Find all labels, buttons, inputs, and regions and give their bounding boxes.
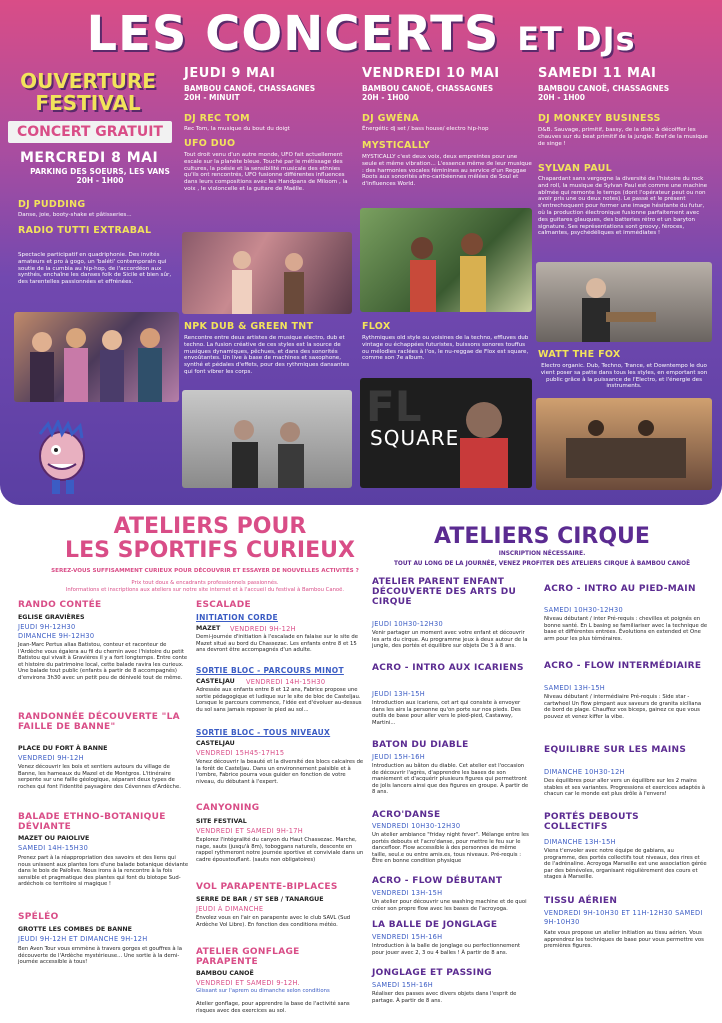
act-name: WATT THE FOX	[538, 349, 621, 360]
sport-intro: SEREZ-VOUS SUFFISAMMENT CURIEUX POUR DÉCOUVRIR ET ESSAYER DE NOUVELLES ACTIVITÉS ?	[51, 568, 359, 574]
workshop-hours: JEUDI 10H30-12H30	[372, 620, 444, 628]
wed-hours: 20H - 1H00	[76, 176, 124, 185]
act-name: DJ MONKEY BUSINESS	[538, 113, 661, 124]
workshop-desc: Demi-journée d'initiation à l'escalade en falaise sur le site de Mazet situé au bord du Chassezac. Les enfants entre 8 et 15 ans devront être accompagnés d'un adulte.	[196, 634, 358, 653]
opening-line2: FESTIVAL	[35, 91, 141, 115]
workshop-hours: VENDREDI 10H30-12H30	[372, 822, 461, 830]
workshop-hours: SAMEDI 15H-16H	[372, 981, 434, 989]
photo-flox	[360, 378, 532, 488]
fri-hours: 20H - 1H00	[362, 93, 409, 102]
cirque-sub1: INSCRIPTION NÉCESSAIRE.	[498, 551, 586, 557]
photo-radio-tutti	[14, 312, 179, 402]
workshop-hours: SAMEDI 14H-15H30	[18, 844, 89, 852]
sat-hours: 20H - 1H00	[538, 93, 585, 102]
photo-npk-dub	[182, 390, 352, 488]
workshop-hours: JEUDI 9H-12H30	[18, 623, 76, 631]
workshop-desc: Envolez vous en l'air en parapente avec le club SAVL (Sud Ardèche Vol Libre). En fonction des conditions météo.	[196, 915, 351, 928]
workshop-place: PLACE DU FORT À BANNE	[18, 745, 108, 752]
workshop-title: EQUILIBRE SUR LES MAINS	[544, 745, 687, 755]
workshop-desc: Introduction à la balle de jonglage ou perfectionnement pour jouer avec 2, 3 ou 4 balles ! À partir de 8 ans.	[372, 943, 521, 956]
act-desc: Spectacle participatif en quadriphonie. Des invités amateurs et pro à gogo, un 'baléti' contemporain qui soutie de la cumbia au hip-hop, de l'accordéon aux synthés, enchaîne les danses folk de Sicile et bien sûr, des tarentelles passionnées et effrénées.	[18, 252, 172, 286]
workshop-title: BALADE ETHNO-BOTANIQUE DÉVIANTE	[18, 812, 166, 832]
workshop-hours: JEUDI À DIMANCHE	[196, 905, 264, 913]
workshop-desc: Venez découvrir les bois et sentiers autours du village de Banne, les hameaux du Mazel et de Montgros. L'itinéraire serpente sur une faille géologique, séparant deux types de roches qui font l'identité paysagère des Cévennes d'Ardèche.	[18, 764, 181, 790]
workshop-hours: DIMANCHE 9H-12H30	[18, 632, 95, 640]
sport-title	[60, 515, 360, 563]
free-badge: CONCERT GRATUIT	[8, 121, 172, 143]
act-name: MYSTICALLY	[362, 140, 431, 151]
workshop-title: PORTÉS DEBOUTS COLLECTIFS	[544, 812, 639, 832]
workshop-hours: JEUDI 13H-15H	[372, 690, 426, 698]
album-letters: FL	[366, 382, 422, 431]
act-name: FLOX	[362, 321, 391, 332]
workshop-hours: VENDREDI 9H-12H	[18, 754, 84, 762]
photo-ufo-duo	[182, 232, 352, 314]
workshop-desc: Atelier gonflage, pour apprendre la base de l'activité sans risques avec des exercices au sol.	[196, 1001, 350, 1014]
workshop-place: GROTTE LES COMBES DE BANNE	[18, 926, 132, 933]
workshop-desc: Introduction au bâton du diable. Cet atelier est l'occasion de découvrir l'agrès, d'apprendre les bases de son maniement et d'acquérir plusieurs figures qui permettront de jolis lancers ainsi que des figures en groupe. À partir de 8 ans.	[372, 763, 529, 795]
workshop-title: ACRO - INTRO AUX ICARIENS	[372, 663, 524, 673]
workshop-title: RANDONNÉE DÉCOUVERTE "LA FAILLE DE BANNE"	[18, 712, 180, 732]
workshop-desc: Explorez l'intégralité du canyon du Haut Chassezac. Marche, nage, sauts (jusqu'à 8m), toboggans naturels, descente en rappel rythmeront notre journée sportive et conviviale dans un cadre époustouflant. (sauts non obligatoires)	[196, 837, 364, 863]
workshop-hours: SAMEDI 10H30-12H30	[544, 606, 624, 614]
workshop-desc: Venir partager un moment avec votre enfant et découvrir les arts du cirque. Au programme jeux à deux autour de la jungle, des portés et équilibre sur objets De 3 à 8 ans.	[372, 630, 528, 649]
act-name: UFO DUO	[184, 138, 236, 149]
workshop-hours: VENDREDI ET SAMEDI 9-12H.	[196, 979, 301, 987]
workshop-desc: Ben Aven Tour vous emmène à travers gorges et gouffres à la découverte de l'Ardèche mystérieuse... Une sortie à la demi-journée accessible à tous!	[18, 946, 183, 965]
album-word: SQUARE	[370, 426, 460, 450]
act-desc: Electro organic. Dub, Techno, Trance, et Downtempo le duo vient poser sa patte dans tous les styles, en emportant son public grâce à la puissance de l'Electro, et l'énergie des instruments.	[540, 363, 708, 390]
workshop-desc: Introduction aux icariens, cet art qui consiste à envoyer dans les airs la personne qu'on porte sur nos pieds. Des outils de base pour aller vers le pied-pied, Castaway, Martini...	[372, 700, 521, 726]
act-name: SYLVAN PAUL	[538, 163, 613, 174]
sport-note1: Prix tout doux & encadrants professionnels passionnés.	[131, 580, 279, 586]
title-small: ET DJs	[517, 20, 636, 58]
cirque-title: ATELIERS CIRQUE	[434, 524, 650, 549]
workshop-place: EGLISE GRAVIÈRES	[18, 614, 85, 621]
act-desc: Rec Tom, la musique du bout du doigt	[184, 126, 290, 132]
workshop-title: CANYONING	[196, 803, 260, 813]
mascot-illustration	[26, 420, 98, 496]
workshop-title: ACRO'DANSE	[372, 810, 441, 820]
workshop-title: ATELIER PARENT ENFANT DÉCOUVERTE DES ARTS DU CIRQUE	[372, 577, 517, 607]
workshop-desc: Des équilibres pour aller vers un équilibre sur les 2 mains stables et ses variantes. Progressions et exercices adaptés à chacun car le monde est plus drôle à l'envers!	[544, 778, 706, 797]
workshop-hours: DIMANCHE 10H30-12H	[544, 768, 625, 776]
workshop-hours: JEUDI 15H-16H	[372, 753, 426, 761]
thu-place: BAMBOU CANOË, CHASSAGNES	[184, 84, 316, 93]
workshop-title: VOL PARAPENTE-BIPLACES	[196, 882, 338, 892]
act-name: DJ REC TOM	[184, 113, 250, 124]
workshop-place: SERRE DE BAR / ST SEB / TANARGUE	[196, 896, 324, 903]
workshop-desc: Un atelier pour découvrir une washing machine et de quoi créer son propre flow avec les bases de l'acroyoga.	[372, 899, 527, 912]
workshop-desc: Jean-Marc Pertus alias Batistou, conteur et raconteur de l'Ardèche vous égaiera au fil du chemin avec l'histoire du petit Batistou qui vivait à Gravières il y a fort longtemps. Entre conte et histoire du patrimoine local, cette balade ravira les curieux. Une balade tout public (enfants à partir de 8 accompagnés) d'environs 3h30 avec un petit peu de dénivelé tout de même.	[18, 642, 188, 681]
workshop-title: ATELIER GONFLAGE PARAPENTE	[196, 947, 300, 967]
opening-line1: OUVERTURE	[20, 69, 156, 93]
act-desc: Rencontre entre deux artistes de musique electro, dub et techno. La fusion créative de ces styles est la source de musiques dynamiques, pêchues, et dans des sonorités envoûtantes. Un live à base de machines et saxophone, synthé et pédales d'effets, pour des rythmiques dansantes qui font vibrer les corps.	[184, 335, 350, 375]
workshop-title: SPÉLÉO	[18, 912, 59, 922]
workshop-desc: Adressée aux enfants entre 8 et 12 ans, Fabrice propose une sortie pédagogique et ludique sur le site de bloc de Casteljau. Lorsque le parcours commence, l'idée est d'évoluer au-dessus du sol sans jamais reposer le pied au sol...	[196, 687, 362, 713]
workshop-hours: VENDREDI ET SAMEDI 9H-17H	[196, 827, 304, 835]
sport-title-line2: LES SPORTIFS CURIEUX	[65, 538, 355, 563]
fri-day: VENDREDI 10 MAI	[362, 66, 500, 81]
act-name: DJ PUDDING	[18, 199, 86, 210]
sat-day: SAMEDI 11 MAI	[538, 66, 657, 81]
act-desc: Tout droit venu d'un autre monde, UFO fait actuellement escale sur la planète bleue. Touché par le métissage des cultures, la poésie et la sensibilité musicale des ethnies qu'ils ont rencontrés, UFO fusionne différentes influences dans leurs compositions avec les Handpans de Miloom , la voix , le violoncelle et la guitare de Maëlle.	[184, 152, 348, 192]
opening-festival	[18, 70, 158, 114]
workshop-place: MAZET OU PAIOLIVE	[18, 835, 90, 842]
sport-note2: Informations et inscriptions aux ateliers sur notre site internet et à l'accueil du festival à Bambou Canoë.	[65, 587, 345, 593]
workshop-title: LA BALLE DE JONGLAGE	[372, 920, 498, 930]
workshop-hours: VENDREDI 14H-15H30	[246, 678, 326, 686]
page-title	[0, 6, 722, 62]
workshop-hours: DIMANCHE 13H-15H	[544, 838, 616, 846]
workshop-note: Glissant sur l'aprem ou dimanche selon conditions	[196, 988, 330, 994]
cirque-sub2: TOUT AU LONG DE LA JOURNÉE, VENEZ PROFITER DES ATELIERS CIRQUE À BAMBOU CANOË	[393, 561, 691, 567]
workshop-sub: SORTIE BLOC - TOUS NIVEAUX	[196, 728, 331, 737]
workshop-title: ESCALADE	[196, 600, 251, 610]
workshop-desc: Kate vous propose un atelier initiation au tissu aérien. Vous apprendrez les techniques de base pour vous permettre vos premières figures.	[544, 930, 704, 949]
workshop-title: BATON DU DIABLE	[372, 740, 469, 750]
workshop-hours: SAMEDI 13H-15H	[544, 684, 606, 692]
workshop-place: SITE FESTIVAL	[196, 818, 247, 825]
act-desc: Danse, joie, booty-shake et pâtisseries...	[18, 212, 132, 218]
workshop-hours: VENDREDI 15H-16H	[372, 933, 443, 941]
act-desc: MYSTICALLY c'est deux voix, deux empreintes pour une seule et même vibration... L'essence même de leur musique : des harmonies vocales féminines au service d'un Reggae Roots aux sonorités afro-caribéennes mêlées de Soul et d'influences World.	[362, 154, 532, 188]
act-name: DJ GWÉNA	[362, 113, 420, 124]
act-desc: D&B. Sauvage, primitif, bassy, de la disto à décoiffer les chauves sur du beat primitif de la jungle. Bref de la musique de singe !	[538, 127, 708, 147]
workshop-title: RANDO CONTÉE	[18, 600, 102, 610]
workshop-sub: INITIATION CORDE	[196, 613, 278, 622]
thu-hours: 20H - MINUIT	[184, 93, 240, 102]
wed-place: PARKING DES SOEURS, LES VANS	[30, 167, 170, 176]
title-main: LES CONCERTS	[86, 6, 500, 62]
workshop-desc: Un atelier ambiance "friday night fever". Mélange entre les portés debouts et l'acro'danse, pour mettre le feu sur le dancefloor. Flow accessible à des personnes de même taille, seul.e ou entre amis.es, tous niveaux. Pré-requis : Être en bonne condition physique	[372, 832, 529, 864]
workshop-hours: VENDREDI 13H-15H	[372, 889, 443, 897]
workshop-place: CASTELJAU	[196, 678, 235, 685]
workshop-title: ACRO - INTRO AU PIED-MAIN	[544, 584, 696, 594]
workshop-title: ACRO - FLOW INTERMÉDIAIRE	[544, 661, 702, 671]
sport-title-line1: ATELIERS POUR	[113, 514, 307, 539]
workshop-desc: Niveau débutant / intermédiaire Pré-requis : Side star - cartwheel Un flow pimpant aux saveurs de granita siciliana de bord de plage. Chauffez vos biceps, gainez ce que vous pouvez et venez kiffer la vibe.	[544, 694, 702, 720]
act-name: NPK DUB & GREEN TNT	[184, 321, 314, 332]
workshop-desc: Prenez part à la réappropriation des savoirs et des liens qui nous unissent aux plantes lors d'une balade botanique déviante dans le bois de Païolive. Nous irons à la rencontre à la fois sensible et pragmatique des plantes qui font du biotope Sud-ardéchois ce territoire si magique !	[18, 855, 189, 887]
photo-mystically	[360, 208, 532, 312]
act-desc: Chapardant sans vergogne la diversité de l'histoire du rock and roll, la musique de Sylvan Paul est comme une machine abîmée qui remonte le temps (dont l'opérateur peut ou non avoir pris une ou deux notes). Le passé et le présent s'entrechoquent pour former une image hésitante du futur, où la production électronique fusionne parfaitement avec des guitares glauques, des batteries rétro et un baryton signature. Ses représentations sont groovy, féroces, calmantes, psychédéliques et immédiates !	[538, 176, 708, 237]
workshop-sub: SORTIE BLOC - PARCOURS MINOT	[196, 666, 344, 675]
workshop-title: TISSU AÉRIEN	[544, 896, 618, 906]
workshop-place: CASTELJAU	[196, 740, 235, 747]
thu-day: JEUDI 9 MAI	[184, 66, 276, 81]
act-desc: Énergétic dj set / bass house/ electro hip-hop	[362, 126, 489, 132]
fri-place: BAMBOU CANOË, CHASSAGNES	[362, 84, 494, 93]
workshop-place: MAZET	[196, 625, 221, 632]
workshop-desc: Niveau débutant / inter Pré-requis : chevilles et poignés en bonne santé. En L basing se familiariser avec la technique de base et différentes entrées. Évolutions en extended et One arm pour les plus téméraires.	[544, 616, 708, 642]
workshop-title: JONGLAGE ET PASSING	[372, 968, 492, 978]
wed-day: MERCREDI 8 MAI	[20, 150, 159, 166]
workshop-hours: VENDREDI 15H45-17H15	[196, 749, 285, 757]
workshop-hours: VENDREDI 9H-12H	[230, 625, 296, 633]
sat-place: BAMBOU CANOË, CHASSAGNES	[538, 84, 670, 93]
workshop-hours: JEUDI 9H-12H ET DIMANCHE 9H-12H	[18, 935, 148, 943]
act-desc: Rythmiques old style ou voisines de la techno, effluves dub vintage ou échappées futuristes, buissons sonores touffus ou mélodies raclées à l'os, le nu-reggae de Flox est square, comme son 7e album.	[362, 335, 529, 362]
workshop-desc: Viens t'envoler avec notre équipe de gabians, au programme, des portés collectifs tout niveaux, des rires et de l'adrénaline. Acroyoga Marseille est une association gérée par des bénévoles, organisant régulièrement des cours et stages à Marseille.	[544, 848, 707, 880]
act-name: RADIO TUTTI EXTRABAL	[18, 225, 152, 236]
photo-watt-the-fox	[536, 398, 712, 490]
workshop-place: BAMBOU CANOË	[196, 970, 254, 977]
workshop-hours: VENDREDI 9H-10H30 ET 11H-12H30 SAMEDI 9H-10H30	[544, 909, 703, 926]
workshop-desc: Réaliser des passes avec divers objets dans l'esprit de partage. À partir de 8 ans.	[372, 991, 517, 1004]
workshop-title: ACRO - FLOW DÉBUTANT	[372, 876, 503, 886]
photo-sylvan-paul	[536, 262, 712, 342]
workshop-desc: Venez découvrir la beauté et la diversité des blocs calcaires de la forêt de Casteljau. Dans un environnement paisible et à l'ombre, Fabrice pourra vous guider en fonction de votre niveau, du débutant à l'expert.	[196, 759, 364, 785]
